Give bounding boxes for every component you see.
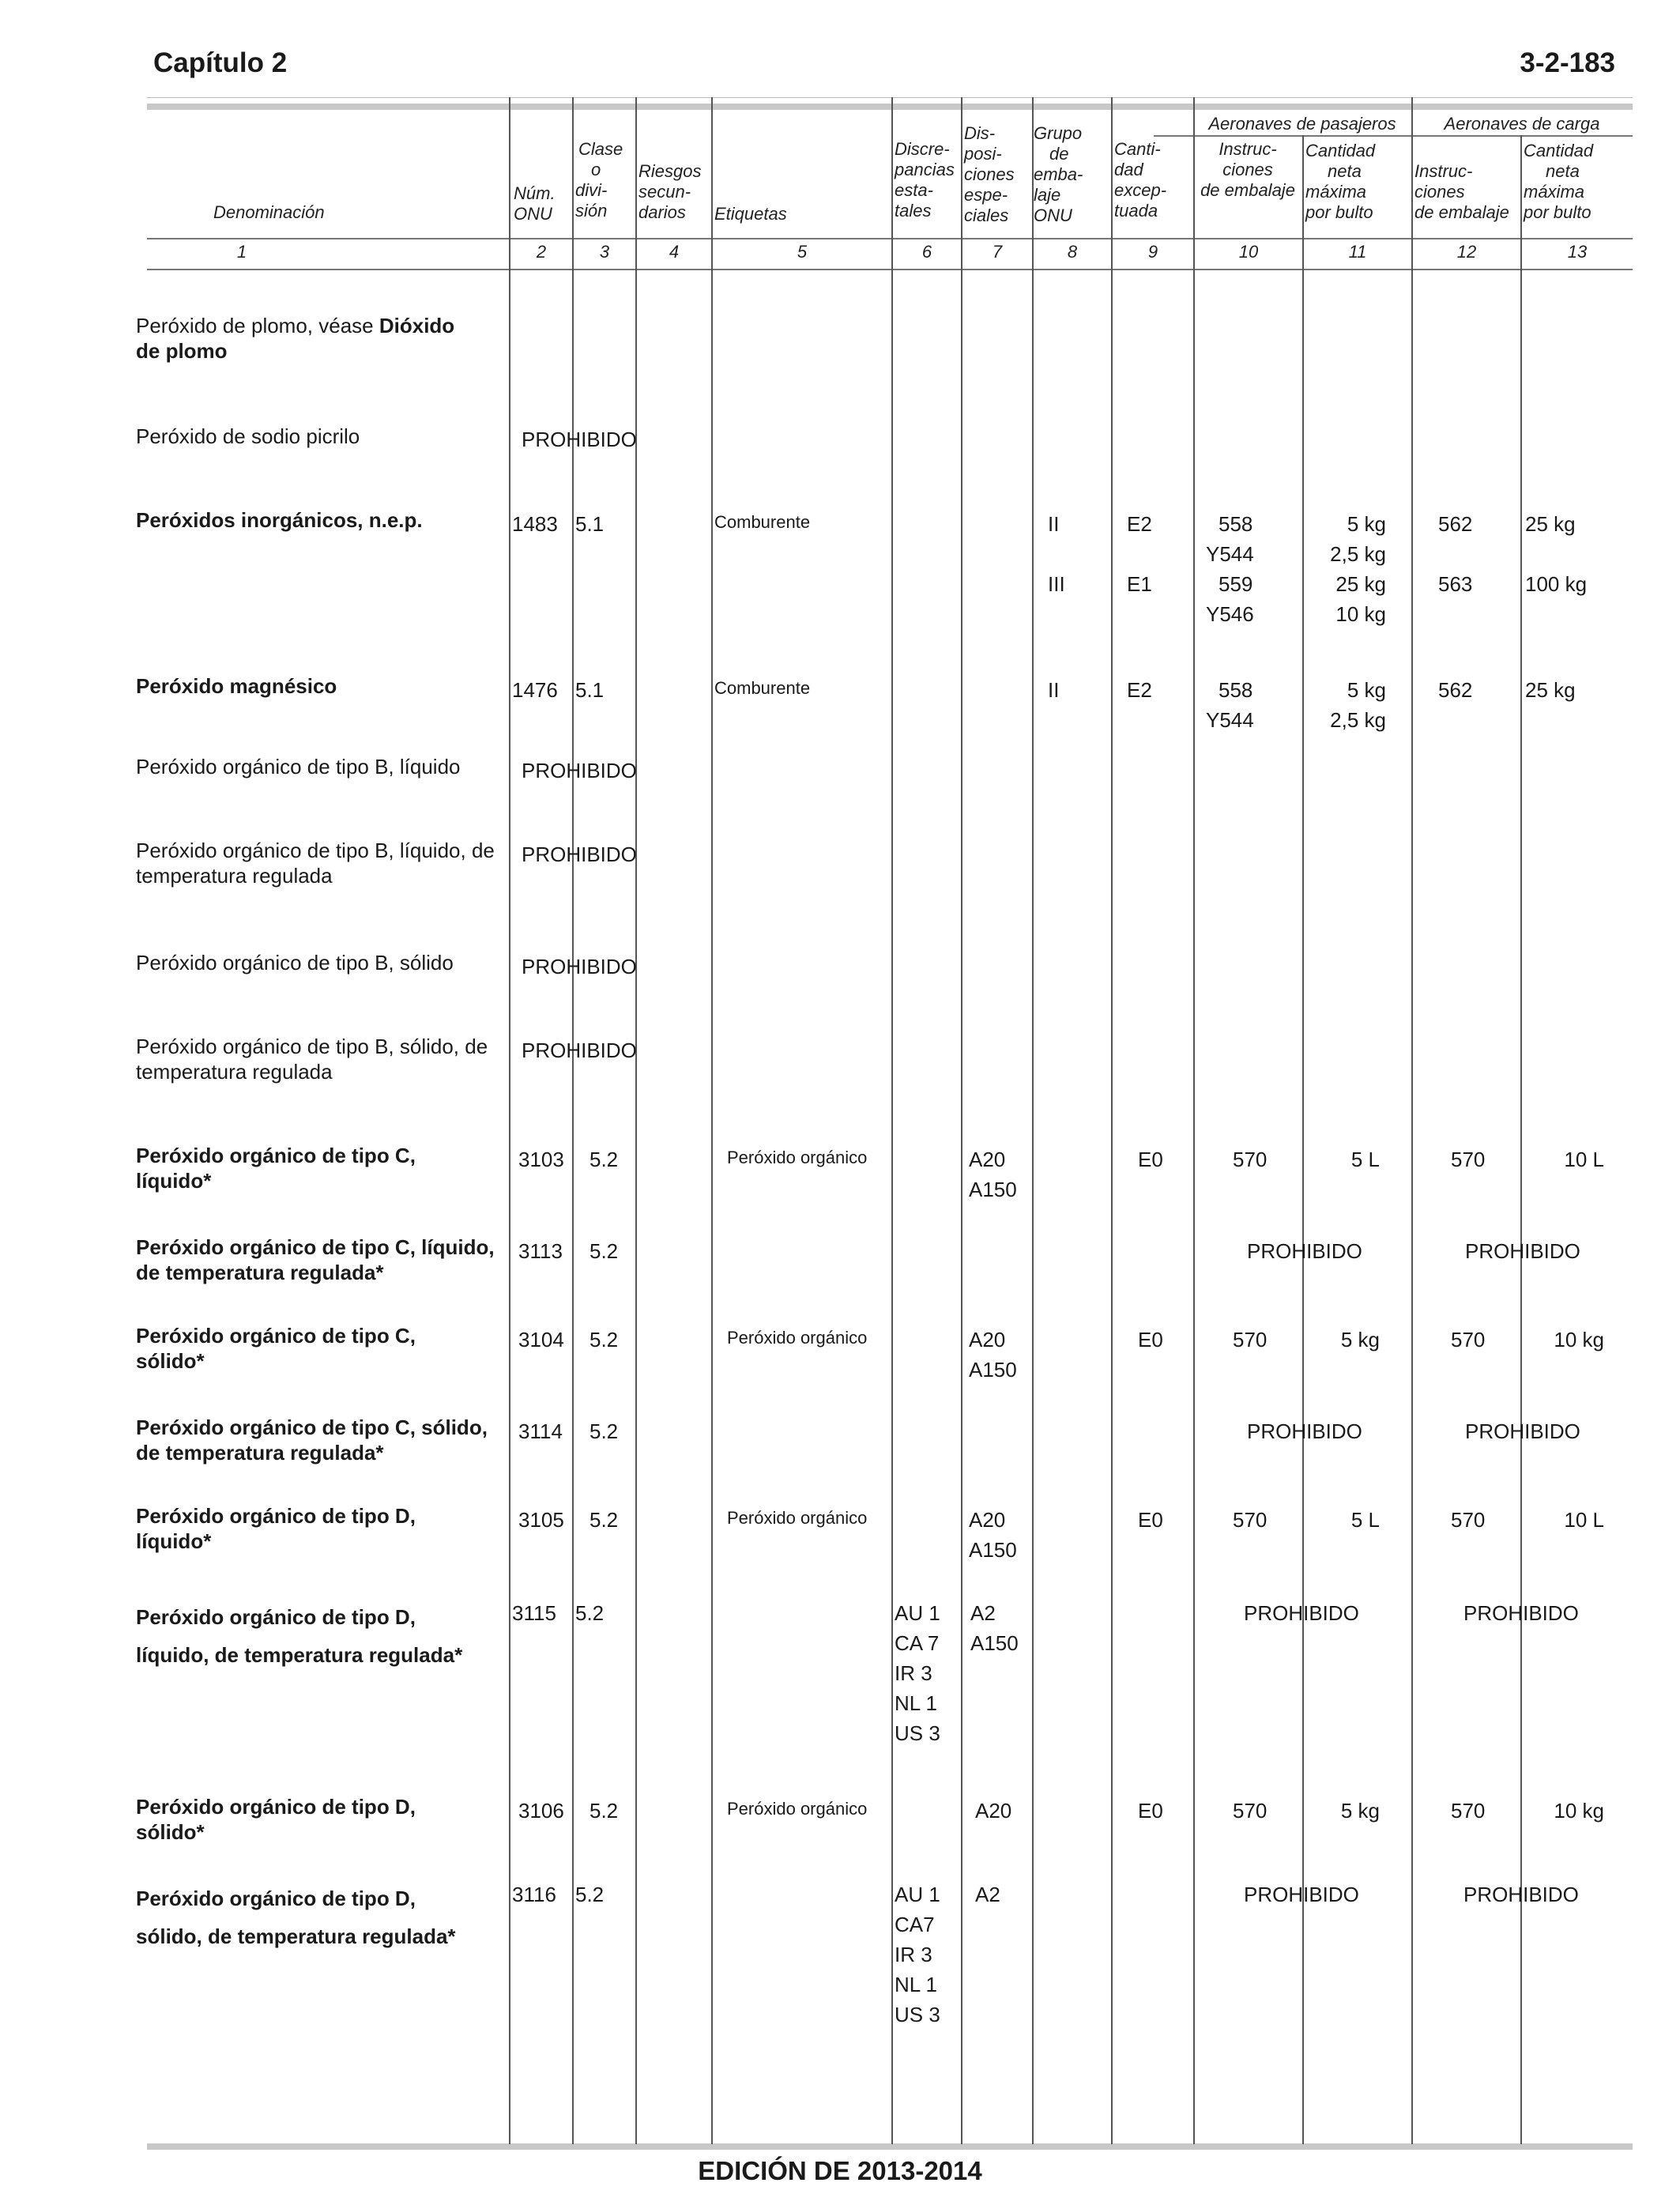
col-number-13: 13 xyxy=(1567,242,1588,262)
col-number-5: 5 xyxy=(797,242,808,262)
packing-instruction: 558 Y544 559 Y546 xyxy=(1206,512,1254,626)
row-name: Peróxido orgánico de tipo B, líquido xyxy=(136,755,461,778)
row-name: Peróxido orgánico de tipo D, líquido* xyxy=(136,1504,416,1553)
edition-footer: EDICIÓN DE 2013-2014 xyxy=(698,2156,982,2185)
cargo-packing-instruction: 562 xyxy=(1438,512,1473,536)
class-division: 5.1 xyxy=(575,678,605,702)
table-row: Peróxido de plomo, véase Dióxido de plomo xyxy=(136,314,455,363)
row-name: Peróxidos inorgánicos, n.e.p. xyxy=(136,508,423,532)
class-division: 5.2 xyxy=(590,1239,619,1263)
special-provisions: A2 xyxy=(975,1883,1000,1906)
table-top-rule xyxy=(147,104,1633,110)
excepted-qty: E0 xyxy=(1138,1148,1163,1171)
prohibited-text: PROHIBIDO xyxy=(1244,1883,1359,1906)
row-name: Peróxido de sodio picrilo xyxy=(136,424,360,448)
class-division: 5.2 xyxy=(575,1601,605,1625)
excepted-qty: E0 xyxy=(1138,1328,1163,1351)
class-division: 5.2 xyxy=(590,1328,619,1351)
cargo-packing-instruction: 570 xyxy=(1451,1328,1486,1351)
cargo-packing-instruction: 570 xyxy=(1451,1148,1486,1171)
max-quantity: 5 L xyxy=(1350,1508,1380,1532)
hazard-label: Peróxido orgánico xyxy=(727,1148,868,1167)
col-number-6: 6 xyxy=(921,242,932,262)
col-number-12: 12 xyxy=(1456,242,1477,262)
header-cargo-packing-instr: Instruc- ciones de embalaje xyxy=(1414,161,1509,222)
special-provisions: A20 A150 xyxy=(969,1148,1017,1201)
prohibited-text: PROHIBIDO xyxy=(1244,1601,1359,1625)
header-packing-group: Grupo de emba- laje ONU xyxy=(1034,123,1083,225)
prohibited-text: PROHIBIDO xyxy=(522,1039,637,1062)
state-variations: AU 1 CA 7 IR 3 NL 1 US 3 xyxy=(895,1601,940,1745)
col-number-10: 10 xyxy=(1238,242,1259,262)
col-number-1: 1 xyxy=(236,242,247,262)
page-number: 3-2-183 xyxy=(1520,47,1615,78)
prohibited-text: PROHIBIDO xyxy=(522,759,637,782)
separator-mark xyxy=(1411,1609,1413,1620)
class-division: 5.2 xyxy=(590,1419,619,1443)
excepted-qty: E0 xyxy=(1138,1508,1163,1532)
prohibited-text: PROHIBIDO xyxy=(1465,1419,1580,1443)
header-un-number: Núm. ONU xyxy=(514,183,556,224)
special-provisions: A20 A150 xyxy=(969,1508,1017,1562)
prohibited-text: PROHIBIDO xyxy=(1247,1239,1362,1263)
max-quantity: 5 kg 2,5 kg 25 kg 10 kg xyxy=(1330,512,1386,626)
excepted-qty: E1 xyxy=(1127,572,1152,596)
col-divider-10 xyxy=(1193,97,1195,2144)
cargo-max-quantity: 25 kg xyxy=(1525,512,1576,536)
header-labels: Etiquetas xyxy=(714,204,787,224)
un-number: 3106 xyxy=(518,1799,564,1823)
class-division: 5.2 xyxy=(590,1148,619,1171)
hazard-label: Comburente xyxy=(714,678,811,698)
packing-instruction: 570 xyxy=(1233,1508,1268,1532)
prohibited-text: PROHIBIDO xyxy=(522,428,637,451)
col-divider-3 xyxy=(572,97,574,2144)
header-cargo-aircraft: Aeronaves de carga xyxy=(1444,114,1600,134)
row-name: Peróxido orgánico de tipo D, sólido* xyxy=(136,1795,416,1844)
col-number-11: 11 xyxy=(1348,242,1367,262)
row-name: Peróxido orgánico de tipo B, líquido, de temperatura regulada xyxy=(136,839,495,888)
class-division: 5.1 xyxy=(575,512,605,536)
cargo-packing-instruction: 570 xyxy=(1451,1508,1486,1532)
header-class: Clase o divi- sión xyxy=(575,139,623,221)
column-number-rule xyxy=(147,269,1633,270)
un-number: 3114 xyxy=(518,1419,563,1443)
packing-group: II xyxy=(1048,678,1060,702)
excepted-qty: E0 xyxy=(1138,1799,1163,1823)
cargo-max-quantity: 10 L xyxy=(1564,1508,1604,1532)
table-bottom-rule xyxy=(147,2143,1633,2150)
col-number-3: 3 xyxy=(599,242,610,262)
un-number: 3105 xyxy=(518,1508,564,1532)
class-division: 5.2 xyxy=(575,1883,605,1906)
packing-group: II xyxy=(1048,512,1060,536)
chapter-title: Capítulo 2 xyxy=(153,47,288,78)
separator-mark xyxy=(1411,1891,1413,1902)
header-bottom-rule xyxy=(147,238,1633,239)
header-special-provisions: Dis- posi- ciones espe- ciales xyxy=(964,123,1015,225)
packing-instruction: 570 xyxy=(1233,1799,1268,1823)
row-name: Peróxido orgánico de tipo C, líquido, de temperatura regulada* xyxy=(136,1235,495,1284)
col-divider-7 xyxy=(961,97,962,2144)
excepted-qty: E2 xyxy=(1127,678,1152,702)
col-divider-13 xyxy=(1520,135,1522,2144)
header-denominacion: Denominación xyxy=(213,202,325,222)
max-quantity: 5 kg xyxy=(1340,1328,1380,1351)
row-name: Peróxido orgánico de tipo B, sólido, de temperatura regulada xyxy=(136,1035,488,1084)
cargo-max-quantity: 10 kg xyxy=(1554,1799,1604,1823)
packing-instruction: 570 xyxy=(1233,1328,1268,1351)
un-number: 1476 xyxy=(512,678,558,702)
prohibited-text: PROHIBIDO xyxy=(1465,1239,1580,1263)
class-division: 5.2 xyxy=(590,1799,619,1823)
un-number: 1483 xyxy=(512,512,558,536)
col-divider-4 xyxy=(635,97,637,2144)
hazard-label: Peróxido orgánico xyxy=(727,1508,868,1528)
col-number-8: 8 xyxy=(1067,242,1078,262)
col-number-9: 9 xyxy=(1147,242,1158,262)
row-name: Peróxido orgánico de tipo D, sólido, de temperatura regulada* xyxy=(136,1887,456,1948)
special-provisions: A20 xyxy=(975,1799,1012,1823)
state-variations: AU 1 CA7 IR 3 NL 1 US 3 xyxy=(895,1883,940,2026)
col-divider-2 xyxy=(509,97,510,2144)
row-name: Peróxido orgánico de tipo B, sólido xyxy=(136,951,454,974)
prohibited-text: PROHIBIDO xyxy=(522,843,637,866)
un-number: 3103 xyxy=(518,1148,564,1171)
row-name: Peróxido orgánico de tipo C, líquido* xyxy=(136,1144,416,1193)
cargo-max-quantity: 10 L xyxy=(1564,1148,1604,1171)
cargo-packing-instruction: 570 xyxy=(1451,1799,1486,1823)
hazard-label: Peróxido orgánico xyxy=(727,1799,868,1819)
header-cargo-max-qty: Cantidad neta máxima por bulto xyxy=(1524,141,1594,222)
header-pass-packing-instr: Instruc- ciones de embalaje xyxy=(1200,139,1295,200)
header-subsidiary-risk: Riesgos secun- darios xyxy=(638,161,702,222)
col-number-4: 4 xyxy=(669,242,680,262)
special-provisions: A20 A150 xyxy=(969,1328,1017,1382)
header-passenger-aircraft: Aeronaves de pasajeros xyxy=(1208,114,1396,134)
row-name: Peróxido orgánico de tipo D, líquido, de temperatura regulada* xyxy=(136,1605,463,1667)
un-number: 3113 xyxy=(518,1239,563,1263)
prohibited-text: PROHIBIDO xyxy=(1463,1601,1579,1625)
prohibited-text: PROHIBIDO xyxy=(522,955,637,978)
hazard-label: Peróxido orgánico xyxy=(727,1328,868,1348)
col-number-2: 2 xyxy=(536,242,547,262)
cargo-packing-instruction: 562 xyxy=(1438,678,1473,702)
packing-group: III xyxy=(1048,572,1065,596)
cargo-max-quantity: 10 kg xyxy=(1554,1328,1604,1351)
col-divider-6 xyxy=(891,97,893,2144)
packing-instruction: 570 xyxy=(1233,1148,1268,1171)
header-pass-max-qty: Cantidad neta máxima por bulto xyxy=(1305,141,1376,222)
prohibited-text: PROHIBIDO xyxy=(1247,1419,1362,1443)
special-provisions: A2 A150 xyxy=(970,1601,1019,1655)
col-divider-11 xyxy=(1302,135,1304,2144)
col-divider-12 xyxy=(1411,97,1413,2144)
cargo-packing-instruction: 563 xyxy=(1438,572,1473,596)
cargo-max-quantity: 25 kg xyxy=(1525,678,1576,702)
un-number: 3116 xyxy=(512,1883,556,1906)
header-state-variations: Discre- pancias esta- tales xyxy=(895,139,955,221)
row-name: Peróxido orgánico de tipo C, sólido* xyxy=(136,1324,416,1373)
row-name: Peróxido magnésico xyxy=(136,674,337,698)
col-divider-9 xyxy=(1111,97,1113,2144)
row-name: Peróxido orgánico de tipo C, sólido, de temperatura regulada* xyxy=(136,1416,488,1465)
prohibited-text: PROHIBIDO xyxy=(1463,1883,1579,1906)
col-number-7: 7 xyxy=(992,242,1003,262)
hazard-label: Comburente xyxy=(714,512,811,532)
col-divider-5 xyxy=(711,97,713,2144)
max-quantity: 5 kg 2,5 kg xyxy=(1330,678,1386,732)
cargo-max-quantity: 100 kg xyxy=(1525,572,1588,596)
packing-instruction: 558 Y544 xyxy=(1206,678,1254,732)
cross-reference: Dióxido xyxy=(379,314,455,337)
excepted-qty: E2 xyxy=(1127,512,1152,536)
group-divider xyxy=(1154,135,1633,137)
un-number: 3104 xyxy=(518,1328,564,1351)
un-number: 3115 xyxy=(512,1601,556,1625)
class-division: 5.2 xyxy=(590,1508,619,1532)
header-excepted-quantity: Canti- dad excep- tuada xyxy=(1114,139,1167,221)
col-divider-8 xyxy=(1032,97,1034,2144)
max-quantity: 5 kg xyxy=(1340,1799,1380,1823)
table-top-hairline xyxy=(147,97,1633,98)
max-quantity: 5 L xyxy=(1350,1148,1380,1171)
